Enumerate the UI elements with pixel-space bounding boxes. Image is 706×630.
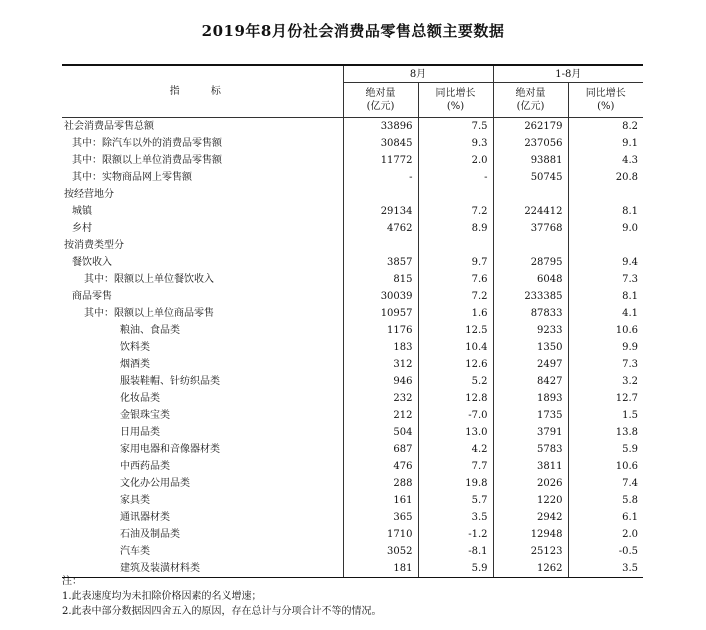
cumulative-yoy-growth: 7.3 bbox=[622, 359, 639, 370]
row-label: 其中：限额以上单位商品零售 bbox=[62, 305, 343, 322]
month-absolute-value: 476 bbox=[343, 458, 418, 475]
month-absolute-value: 1176 bbox=[343, 322, 418, 339]
table-row bbox=[62, 118, 643, 136]
note-item: 1.此表速度均为未扣除价格因素的名义增速； bbox=[62, 591, 262, 602]
cumulative-absolute-value: 9233 bbox=[493, 322, 568, 339]
cumulative-absolute-value: 87833 bbox=[493, 305, 568, 322]
cumulative-absolute-value: 3791 bbox=[493, 424, 568, 441]
month-absolute-value: 815 bbox=[343, 271, 418, 288]
month-absolute-value bbox=[343, 186, 418, 203]
month-yoy-growth: 3.5 bbox=[418, 509, 493, 526]
cumulative-absolute-value: 6048 bbox=[493, 271, 568, 288]
cumulative-absolute-value: 12948 bbox=[493, 526, 568, 543]
month-absolute-value: 288 bbox=[343, 475, 418, 492]
month-yoy-growth: 9.3 bbox=[418, 135, 493, 152]
table-row bbox=[62, 152, 643, 169]
month-yoy-growth: 12.5 bbox=[418, 322, 493, 339]
row-label: 金银珠宝类 bbox=[62, 407, 343, 424]
cumulative-yoy-growth: 9.9 bbox=[622, 342, 639, 353]
abs-header-cumulative: 绝对量 (亿元) bbox=[493, 83, 568, 118]
cumulative-yoy-growth: 7.4 bbox=[622, 478, 639, 489]
cumulative-yoy-growth: 6.1 bbox=[622, 512, 639, 523]
cumulative-absolute-value bbox=[493, 237, 568, 254]
period-header-month: 8月 bbox=[343, 65, 493, 83]
month-absolute-value: 1710 bbox=[343, 526, 418, 543]
month-absolute-value: 4762 bbox=[343, 220, 418, 237]
month-absolute-value: 212 bbox=[343, 407, 418, 424]
row-label: 通讯器材类 bbox=[62, 509, 343, 526]
cumulative-absolute-value: 224412 bbox=[493, 203, 568, 220]
cumulative-absolute-value: 1893 bbox=[493, 390, 568, 407]
cumulative-yoy-growth: 9.1 bbox=[622, 138, 639, 149]
table-row bbox=[62, 322, 643, 339]
month-absolute-value: 11772 bbox=[343, 152, 418, 169]
row-label: 其中：实物商品网上零售额 bbox=[62, 169, 343, 186]
cumulative-yoy-growth: 5.8 bbox=[622, 495, 639, 506]
cumulative-absolute-value: 25123 bbox=[493, 543, 568, 560]
table-row bbox=[62, 526, 643, 543]
cumulative-absolute-value: 237056 bbox=[493, 135, 568, 152]
month-absolute-value: 10957 bbox=[343, 305, 418, 322]
row-label: 家用电器和音像器材类 bbox=[62, 441, 343, 458]
cumulative-yoy-growth bbox=[568, 237, 643, 254]
yoy-header-month: 同比增长 (%) bbox=[418, 83, 493, 118]
month-absolute-value: 3857 bbox=[343, 254, 418, 271]
cumulative-yoy-growth: 10.6 bbox=[615, 325, 639, 336]
row-label: 烟酒类 bbox=[62, 356, 343, 373]
month-yoy-growth: 12.8 bbox=[418, 390, 493, 407]
month-absolute-value: 29134 bbox=[343, 203, 418, 220]
cumulative-yoy-growth: 2.0 bbox=[622, 529, 639, 540]
cumulative-yoy-growth: 7.3 bbox=[622, 274, 639, 285]
table-row bbox=[62, 441, 643, 458]
month-yoy-growth: 12.6 bbox=[418, 356, 493, 373]
cumulative-absolute-value: 8427 bbox=[493, 373, 568, 390]
cumulative-absolute-value: 50745 bbox=[493, 169, 568, 186]
cumulative-absolute-value: 1220 bbox=[493, 492, 568, 509]
row-label: 家具类 bbox=[62, 492, 343, 509]
month-yoy-growth: - bbox=[418, 169, 493, 186]
cumulative-absolute-value: 1262 bbox=[493, 560, 568, 578]
table-row bbox=[62, 475, 643, 492]
row-label: 乡村 bbox=[62, 220, 343, 237]
month-yoy-growth: 7.5 bbox=[418, 118, 493, 136]
row-label: 城镇 bbox=[62, 203, 343, 220]
cumulative-absolute-value bbox=[493, 186, 568, 203]
month-yoy-growth: -1.2 bbox=[418, 526, 493, 543]
table-row bbox=[62, 288, 643, 305]
row-label: 按经营地分 bbox=[62, 186, 343, 203]
row-label: 日用品类 bbox=[62, 424, 343, 441]
row-label: 石油及制品类 bbox=[62, 526, 343, 543]
row-label: 餐饮收入 bbox=[62, 254, 343, 271]
table-row bbox=[62, 356, 643, 373]
cumulative-yoy-growth: 3.2 bbox=[622, 376, 639, 387]
month-absolute-value: 183 bbox=[343, 339, 418, 356]
month-absolute-value: 3052 bbox=[343, 543, 418, 560]
table-body bbox=[62, 118, 643, 578]
cumulative-absolute-value: 2026 bbox=[493, 475, 568, 492]
cumulative-absolute-value: 2942 bbox=[493, 509, 568, 526]
row-label: 饮料类 bbox=[62, 339, 343, 356]
table-row bbox=[62, 186, 643, 203]
table-row bbox=[62, 424, 643, 441]
month-yoy-growth: 5.7 bbox=[418, 492, 493, 509]
cumulative-yoy-growth: 9.4 bbox=[622, 257, 639, 268]
month-yoy-growth: 1.6 bbox=[418, 305, 493, 322]
cumulative-yoy-growth bbox=[568, 186, 643, 203]
table-row bbox=[62, 407, 643, 424]
table-row bbox=[62, 509, 643, 526]
month-absolute-value: 33896 bbox=[343, 118, 418, 136]
cumulative-yoy-growth: 5.9 bbox=[622, 444, 639, 455]
table-row bbox=[62, 543, 643, 560]
row-label: 其中：限额以上单位餐饮收入 bbox=[62, 271, 343, 288]
month-absolute-value bbox=[343, 237, 418, 254]
cumulative-yoy-growth: 8.2 bbox=[622, 121, 639, 132]
table-row bbox=[62, 254, 643, 271]
row-label: 文化办公用品类 bbox=[62, 475, 343, 492]
row-label: 建筑及装潢材料类 bbox=[62, 560, 343, 578]
cumulative-yoy-growth: 13.8 bbox=[615, 427, 639, 438]
month-absolute-value: 232 bbox=[343, 390, 418, 407]
row-label: 社会消费品零售总额 bbox=[62, 118, 343, 136]
row-label: 服装鞋帽、针纺织品类 bbox=[62, 373, 343, 390]
month-yoy-growth: 8.9 bbox=[418, 220, 493, 237]
table-row bbox=[62, 220, 643, 237]
cumulative-yoy-growth: 8.1 bbox=[622, 206, 639, 217]
abs-header-month: 绝对量 (亿元) bbox=[343, 83, 418, 118]
cumulative-absolute-value: 93881 bbox=[493, 152, 568, 169]
row-label: 按消费类型分 bbox=[62, 237, 343, 254]
table-row bbox=[62, 169, 643, 186]
cumulative-yoy-growth: 9.0 bbox=[622, 223, 639, 234]
yoy-header-cumulative: 同比增长 (%) bbox=[568, 83, 643, 118]
cumulative-absolute-value: 37768 bbox=[493, 220, 568, 237]
month-absolute-value: 30039 bbox=[343, 288, 418, 305]
table-row bbox=[62, 203, 643, 220]
month-yoy-growth: 13.0 bbox=[418, 424, 493, 441]
month-yoy-growth: 7.7 bbox=[418, 458, 493, 475]
month-absolute-value: 946 bbox=[343, 373, 418, 390]
cumulative-absolute-value: 28795 bbox=[493, 254, 568, 271]
row-label: 中西药品类 bbox=[62, 458, 343, 475]
table-row bbox=[62, 492, 643, 509]
month-yoy-growth bbox=[418, 237, 493, 254]
row-label: 汽车类 bbox=[62, 543, 343, 560]
month-yoy-growth bbox=[418, 186, 493, 203]
period-header-cumulative: 1-8月 bbox=[493, 65, 643, 83]
row-label: 粮油、食品类 bbox=[62, 322, 343, 339]
row-label: 其中：限额以上单位消费品零售额 bbox=[62, 152, 343, 169]
month-yoy-growth: 19.8 bbox=[418, 475, 493, 492]
cumulative-absolute-value: 2497 bbox=[493, 356, 568, 373]
table-row bbox=[62, 237, 643, 254]
month-absolute-value: 504 bbox=[343, 424, 418, 441]
notes-heading: 注： bbox=[62, 576, 82, 587]
cumulative-yoy-growth: 3.5 bbox=[568, 560, 643, 578]
table-row bbox=[62, 135, 643, 152]
month-yoy-growth: 7.6 bbox=[418, 271, 493, 288]
cumulative-absolute-value: 5783 bbox=[493, 441, 568, 458]
month-absolute-value: 687 bbox=[343, 441, 418, 458]
table-row bbox=[62, 390, 643, 407]
row-label: 商品零售 bbox=[62, 288, 343, 305]
row-label: 化妆品类 bbox=[62, 390, 343, 407]
month-yoy-growth: 9.7 bbox=[418, 254, 493, 271]
month-yoy-growth: -8.1 bbox=[418, 543, 493, 560]
row-label: 其中：除汽车以外的消费品零售额 bbox=[62, 135, 343, 152]
cumulative-yoy-growth: 4.1 bbox=[622, 308, 639, 319]
month-yoy-growth: -7.0 bbox=[418, 407, 493, 424]
month-yoy-growth: 7.2 bbox=[418, 203, 493, 220]
cumulative-yoy-growth: 20.8 bbox=[615, 172, 639, 183]
month-yoy-growth: 5.9 bbox=[418, 560, 493, 578]
month-yoy-growth: 5.2 bbox=[418, 373, 493, 390]
month-absolute-value: 161 bbox=[343, 492, 418, 509]
note-item: 2.此表中部分数据因四舍五入的原因，存在总计与分项合计不等的情况。 bbox=[62, 606, 382, 617]
month-absolute-value: 312 bbox=[343, 356, 418, 373]
page-title: 2019年8月份社会消费品零售总额主要数据 bbox=[201, 22, 505, 40]
cumulative-absolute-value: 233385 bbox=[493, 288, 568, 305]
cumulative-absolute-value: 1735 bbox=[493, 407, 568, 424]
table-row bbox=[62, 271, 643, 288]
footnotes bbox=[62, 574, 382, 619]
cumulative-absolute-value: 1350 bbox=[493, 339, 568, 356]
table-row bbox=[62, 373, 643, 390]
month-yoy-growth: 10.4 bbox=[418, 339, 493, 356]
month-absolute-value: 30845 bbox=[343, 135, 418, 152]
cumulative-yoy-growth: 12.7 bbox=[615, 393, 639, 404]
month-absolute-value: 365 bbox=[343, 509, 418, 526]
cumulative-yoy-growth: 4.3 bbox=[622, 155, 639, 166]
month-absolute-value: 181 bbox=[343, 560, 418, 578]
month-yoy-growth: 7.2 bbox=[418, 288, 493, 305]
month-yoy-growth: 4.2 bbox=[418, 441, 493, 458]
cumulative-yoy-growth: 8.1 bbox=[622, 291, 639, 302]
cumulative-absolute-value: 3811 bbox=[493, 458, 568, 475]
table-row bbox=[62, 305, 643, 322]
indicator-header: 指 标 bbox=[62, 65, 343, 118]
month-yoy-growth: 2.0 bbox=[418, 152, 493, 169]
month-absolute-value: - bbox=[343, 169, 418, 186]
cumulative-yoy-growth: 1.5 bbox=[622, 410, 639, 421]
cumulative-absolute-value: 262179 bbox=[493, 118, 568, 136]
table-row bbox=[62, 339, 643, 356]
cumulative-yoy-growth: 10.6 bbox=[615, 461, 639, 472]
cumulative-yoy-growth: -0.5 bbox=[618, 546, 639, 557]
retail-sales-table bbox=[62, 64, 643, 578]
table-row bbox=[62, 458, 643, 475]
